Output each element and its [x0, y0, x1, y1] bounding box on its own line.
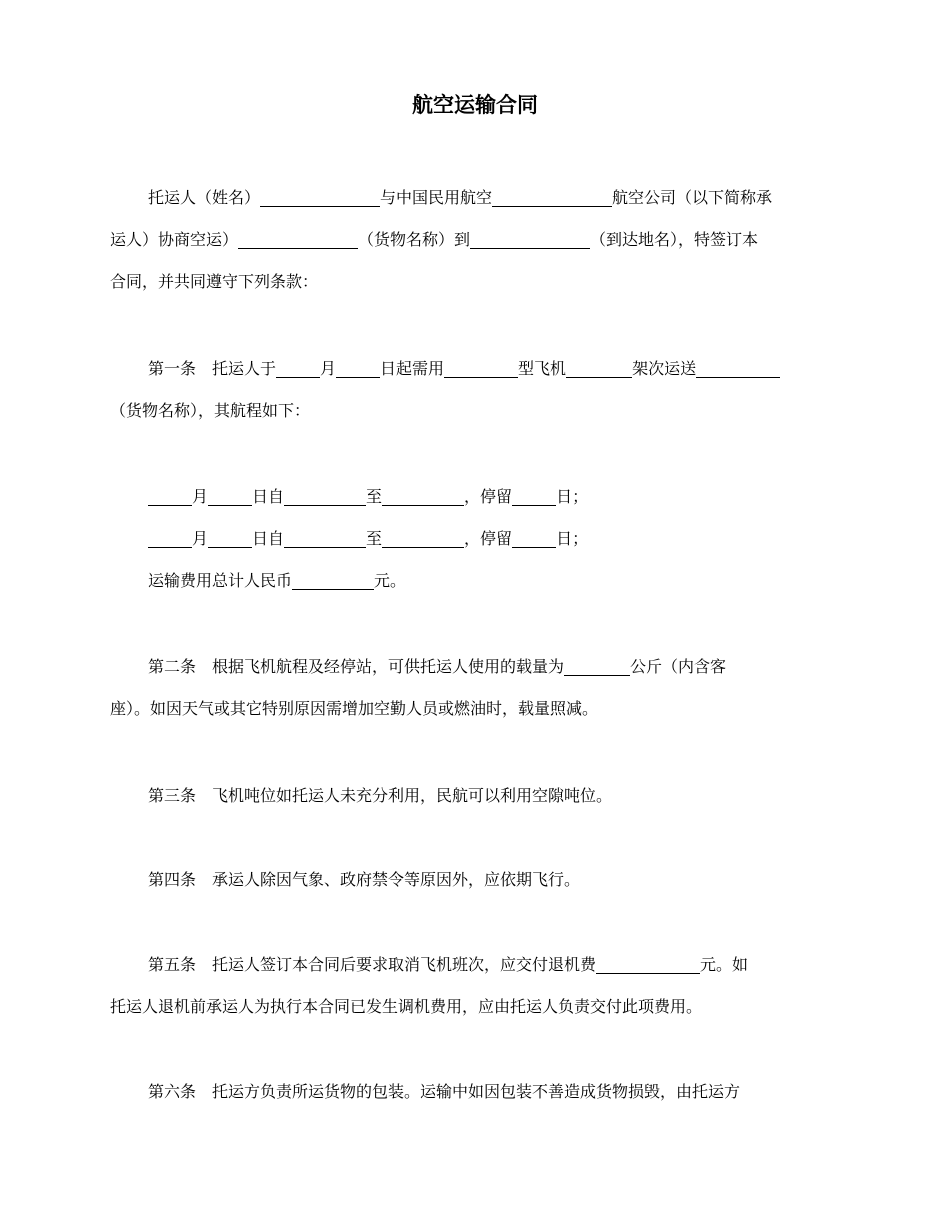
article-6-line-1 — [110, 1071, 838, 1113]
article-5-line-2 — [110, 986, 838, 1028]
itinerary-text: ，停留 — [464, 529, 513, 548]
intro-text: 与中国民用航空 — [380, 188, 493, 207]
article-2-line-1 — [110, 646, 838, 688]
month-blank — [148, 525, 192, 548]
itinerary-line-2 — [110, 518, 838, 560]
article-text: 第六条 托运方负责所运货物的包装。运输中如因包装不善造成货物损毁，由托运方 — [148, 1082, 741, 1101]
payload-blank — [564, 653, 630, 676]
flight-count-blank — [566, 355, 632, 378]
article-text: 第一条 托运人于 — [148, 359, 277, 378]
month-blank — [148, 483, 192, 506]
stay-days-blank — [512, 525, 556, 548]
article-text: 第二条 根据飞机航程及经停站，可供托运人使用的载量为 — [148, 657, 565, 676]
destination-blank — [470, 226, 590, 249]
intro-text: （到达地名），特签订本 — [590, 230, 759, 249]
origin-blank — [284, 525, 366, 548]
itinerary-text: 日； — [556, 529, 589, 548]
article-text: 座）。如因天气或其它特别原因需增加空勤人员或燃油时，载量照减。 — [110, 699, 599, 718]
cost-amount-blank — [292, 567, 374, 590]
cancellation-fee-blank — [596, 951, 700, 974]
intro-line-1 — [110, 177, 838, 219]
itinerary-text: 日； — [556, 487, 589, 506]
cost-text: 运输费用总计人民币 — [148, 571, 293, 590]
month-blank — [276, 355, 320, 378]
airline-blank — [492, 184, 612, 207]
itinerary-text: ，停留 — [464, 487, 513, 506]
itinerary-text: 月 — [192, 529, 209, 548]
itinerary-text: 月 — [192, 487, 209, 506]
article-text: 元。如 — [700, 955, 749, 974]
day-blank — [208, 525, 252, 548]
itinerary — [110, 476, 838, 602]
article-3-line-1 — [110, 775, 838, 817]
day-blank — [208, 483, 252, 506]
article-1-line-2 — [110, 390, 838, 432]
cargo-name-blank — [238, 226, 358, 249]
intro-text: 航空公司（以下简称承 — [612, 188, 773, 207]
intro-paragraph — [110, 177, 838, 303]
intro-text: 合同，并共同遵守下列条款： — [110, 272, 319, 291]
article-text: 托运人退机前承运人为执行本合同已发生调机费用，应由托运人负责交付此项费用。 — [110, 997, 703, 1016]
intro-text: （货物名称）到 — [358, 230, 471, 249]
article-text: （货物名称），其航程如下： — [110, 401, 311, 420]
intro-text: 托运人（姓名） — [148, 188, 261, 207]
cargo-blank — [696, 355, 780, 378]
article-5 — [110, 944, 838, 1028]
cost-line — [110, 560, 838, 602]
intro-line-2 — [110, 219, 838, 261]
article-text: 第四条 承运人除因气象、政府禁令等原因外，应依期飞行。 — [148, 870, 581, 889]
article-text: 日起需用 — [380, 359, 445, 378]
article-1-line-1 — [110, 348, 838, 390]
day-blank — [336, 355, 380, 378]
stay-days-blank — [512, 483, 556, 506]
article-3 — [110, 775, 838, 817]
document-title: 航空运输合同 — [412, 93, 538, 117]
itinerary-text: 日自 — [252, 529, 285, 548]
itinerary-text: 至 — [366, 487, 383, 506]
itinerary-text: 日自 — [252, 487, 285, 506]
article-4 — [110, 859, 838, 901]
article-text: 第五条 托运人签订本合同后要求取消飞机班次，应交付退机费 — [148, 955, 597, 974]
aircraft-type-blank — [444, 355, 518, 378]
shipper-name-blank — [260, 184, 380, 207]
origin-blank — [284, 483, 366, 506]
article-6 — [110, 1071, 838, 1113]
article-5-line-1 — [110, 944, 838, 986]
article-text: 架次运送 — [632, 359, 697, 378]
article-1 — [110, 348, 838, 432]
article-text: 月 — [320, 359, 337, 378]
itinerary-text: 至 — [366, 529, 383, 548]
intro-line-3 — [110, 261, 838, 303]
destination-blank — [382, 525, 464, 548]
article-text: 公斤（内含客 — [630, 657, 727, 676]
itinerary-line-1 — [110, 476, 838, 518]
article-2-line-2 — [110, 688, 838, 730]
destination-blank — [382, 483, 464, 506]
intro-text: 运人）协商空运） — [110, 230, 239, 249]
article-2 — [110, 646, 838, 730]
cost-text: 元。 — [374, 571, 407, 590]
article-4-line-1 — [110, 859, 838, 901]
article-text: 第三条 飞机吨位如托运人未充分利用，民航可以利用空隙吨位。 — [148, 786, 613, 805]
article-text: 型飞机 — [518, 359, 567, 378]
